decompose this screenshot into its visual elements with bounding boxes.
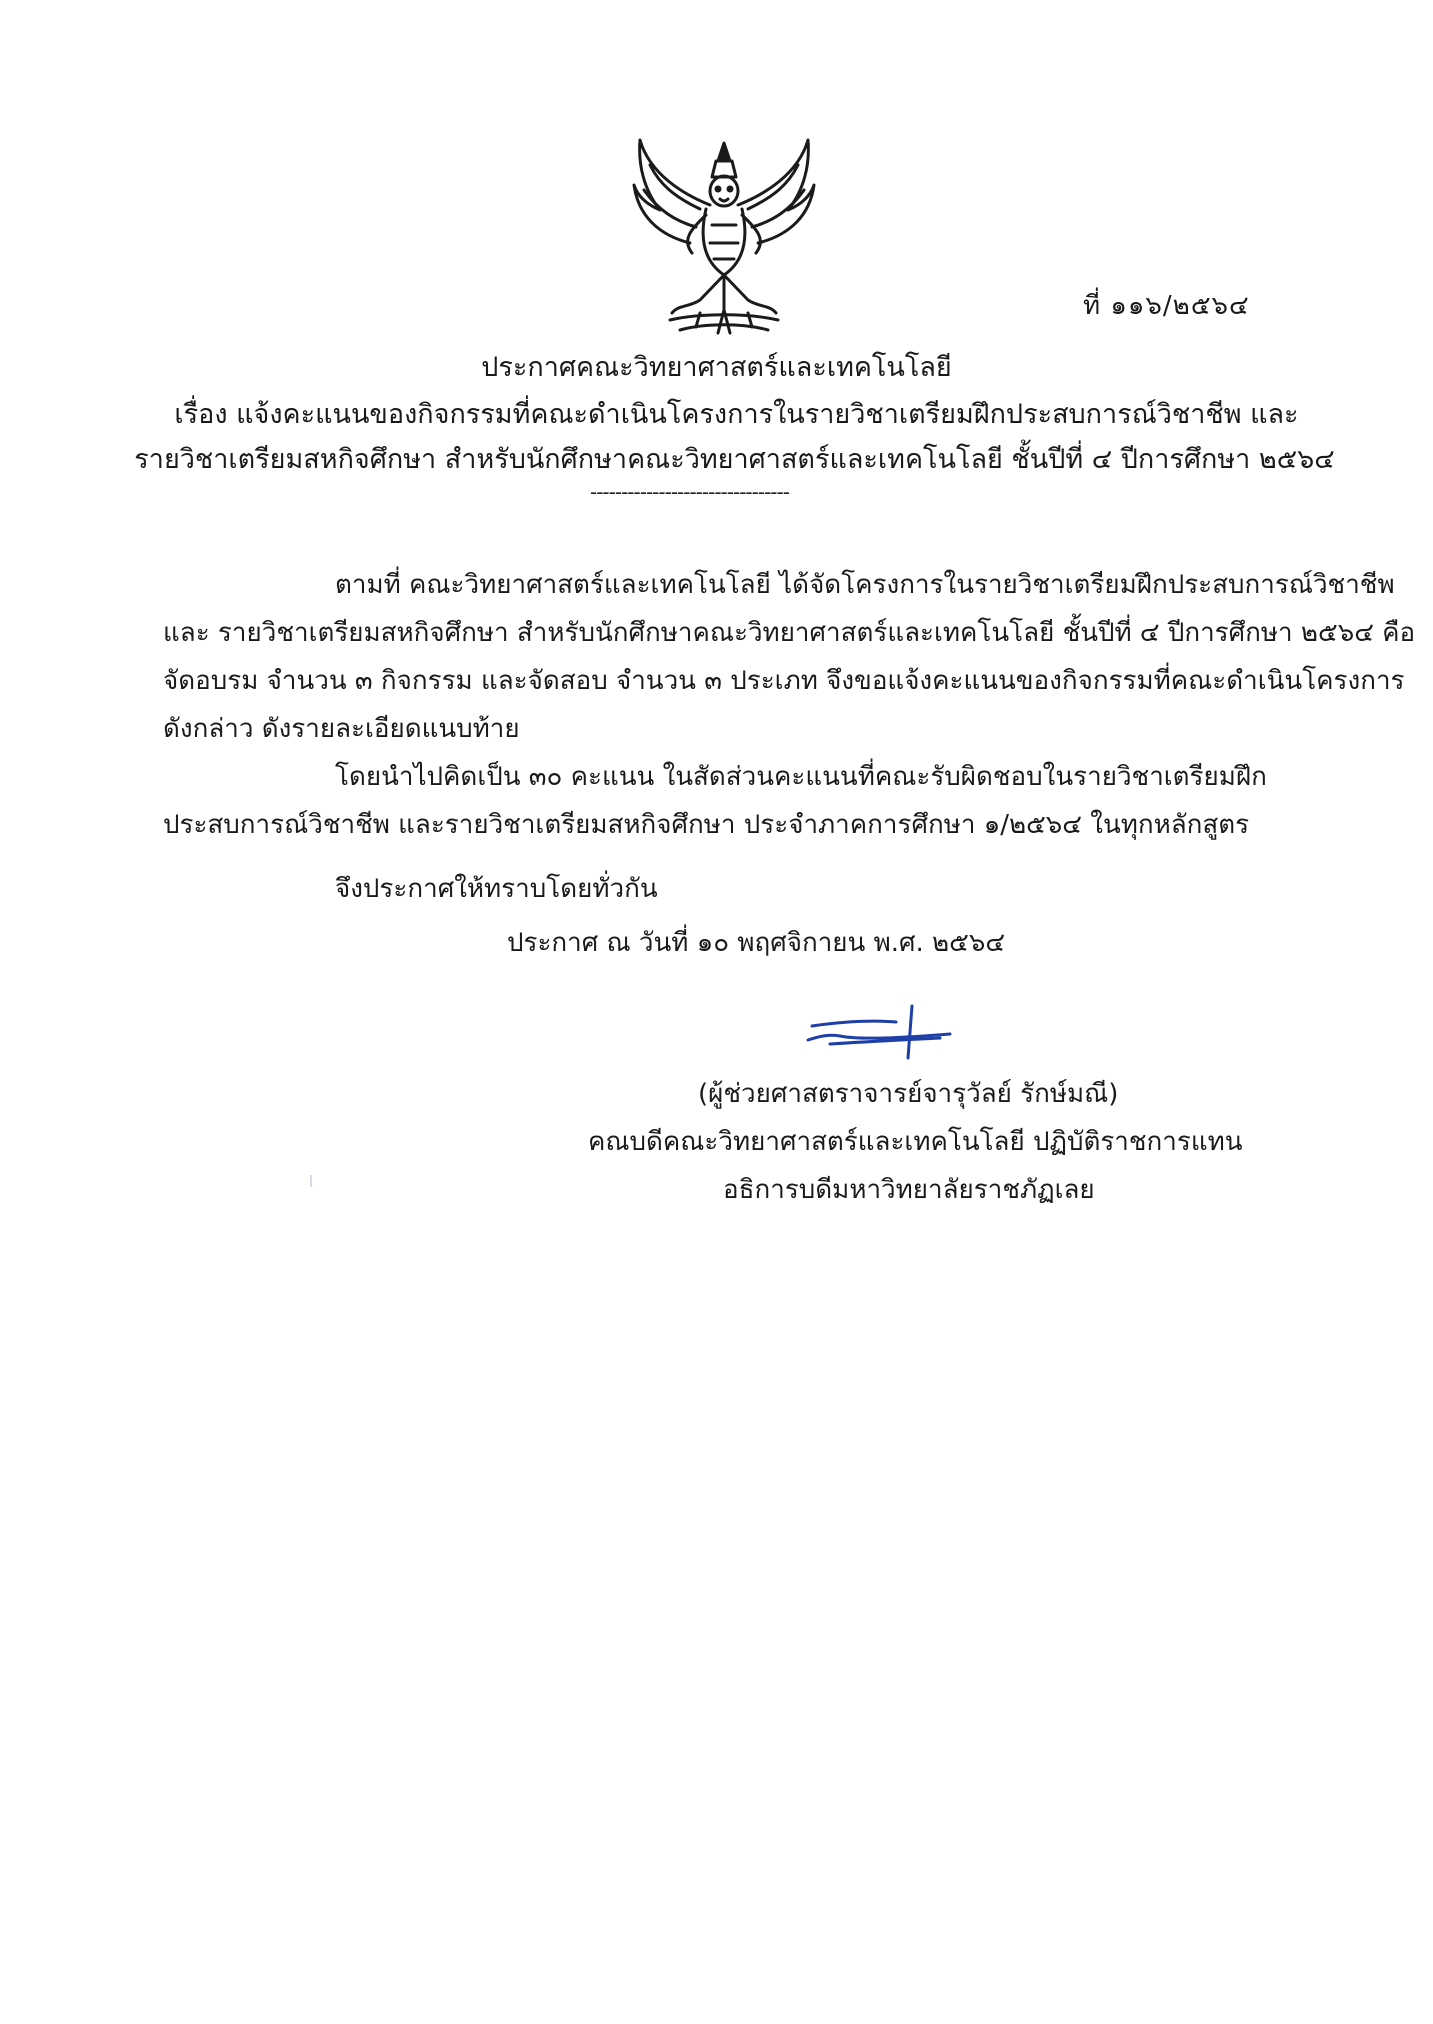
signatory-name: (ผู้ช่วยศาสตราจารย์จารุวัลย์ รักษ์มณี)	[698, 1079, 1119, 1109]
paragraph1-line: จัดอบรม จำนวน ๓ กิจกรรม และจัดสอบ จำนวน ๓ ประเภท จึงขอแจ้งคะแนนของกิจกรรมที่คณะดำเนินโครงการ	[163, 666, 1405, 696]
paragraph1-line: ตามที่ คณะวิทยาศาสตร์และเทคโนโลยี ได้จัดโครงการในรายวิชาเตรียมฝึกประสบการณ์วิชาชีพ	[335, 570, 1395, 600]
paragraph1-line: ดังกล่าว ดังรายละเอียดแนบท้าย	[163, 714, 520, 744]
document-number: ที่ ๑๑๖/๒๕๖๔	[1083, 291, 1250, 321]
paragraph2-line: โดยนำไปคิดเป็น ๓๐ คะแนน ในสัดส่วนคะแนนที่คณะรับผิดชอบในรายวิชาเตรียมฝึก	[335, 762, 1267, 792]
subject-line-1: เรื่อง แจ้งคะแนนของกิจกรรมที่คณะดำเนินโครงการในรายวิชาเตรียมฝึกประสบการณ์วิชาชีพ และ	[174, 399, 1299, 430]
subject-line-2: รายวิชาเตรียมสหกิจศึกษา สำหรับนักศึกษาคณะวิทยาศาสตร์และเทคโนโลยี ชั้นปีที่ ๔ ปีการศึกษา ๒๕๖๔	[134, 444, 1335, 475]
garuda-emblem-icon	[630, 135, 818, 340]
scan-artifact	[310, 1175, 312, 1187]
announcement-date: ประกาศ ณ วันที่ ๑๐ พฤศจิกายน พ.ศ. ๒๕๖๔	[507, 928, 1006, 958]
signatory-title: คณบดีคณะวิทยาศาสตร์และเทคโนโลยี ปฏิบัติราชการแทน	[588, 1127, 1243, 1157]
handwritten-signature	[800, 1000, 960, 1060]
header-divider: --------------------------------	[590, 480, 789, 504]
signatory-title-2: อธิการบดีมหาวิทยาลัยราชภัฏเลย	[723, 1175, 1095, 1205]
paragraph1-line: และ รายวิชาเตรียมสหกิจศึกษา สำหรับนักศึกษาคณะวิทยาศาสตร์และเทคโนโลยี ชั้นปีที่ ๔ ปีการศึกษา ๒๕๖๔ คือ	[163, 618, 1416, 648]
paragraph2-line: ประสบการณ์วิชาชีพ และรายวิชาเตรียมสหกิจศึกษา ประจำภาคการศึกษา ๑/๒๕๖๔ ในทุกหลักสูตร	[163, 810, 1250, 840]
announcement-title: ประกาศคณะวิทยาศาสตร์และเทคโนโลยี	[481, 352, 952, 383]
closing-statement: จึงประกาศให้ทราบโดยทั่วกัน	[335, 874, 658, 904]
